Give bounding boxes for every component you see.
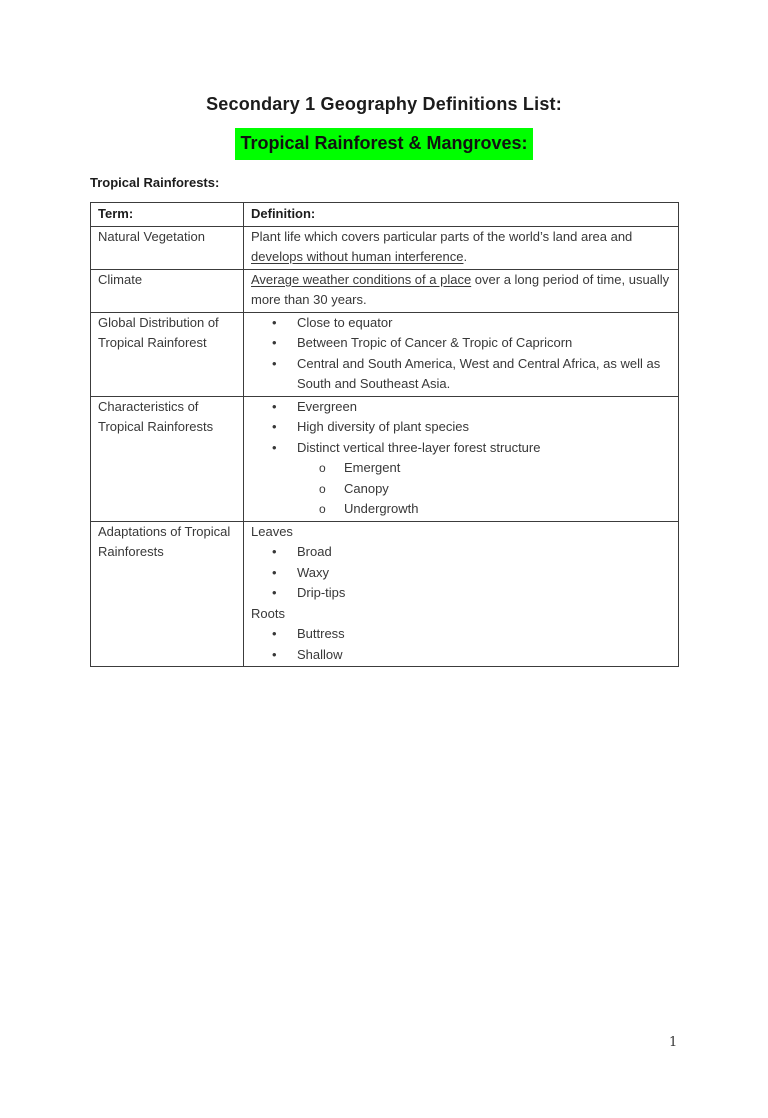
sub-bullet-icon: o [319, 502, 326, 516]
sub-bullet-item [251, 499, 671, 520]
definition-column-header: Definition: [244, 203, 679, 227]
term-column-header: Term: [91, 203, 244, 227]
plain-text: over a long period of time, usually more than 30 years. [251, 271, 670, 307]
underlined-text: develops without human interference [251, 249, 464, 264]
sub-bullet-icon: o [319, 461, 326, 475]
bullet-item [251, 333, 671, 354]
term-cell: Natural Vegetation [91, 226, 244, 269]
definitions-table [90, 202, 679, 667]
definition-cell [244, 396, 679, 521]
bullet-icon: • [272, 398, 277, 414]
bullet-item [251, 542, 671, 563]
bullet-text: Emergent [344, 460, 401, 475]
bullet-text: High diversity of plant species [297, 419, 469, 434]
term-cell: Climate [91, 269, 244, 312]
bullet-text: Evergreen [297, 398, 357, 414]
bullet-text: Shallow [297, 646, 343, 662]
bullet-item [251, 563, 671, 584]
bullet-item [251, 438, 671, 459]
bullet-icon: • [272, 314, 277, 330]
bullet-item [251, 313, 671, 334]
bullet-text: Canopy [344, 480, 389, 496]
document-subtitle [0, 128, 768, 160]
page-number: 1 [669, 1035, 678, 1050]
bullet-icon: • [272, 564, 277, 580]
sub-bullet-item [251, 479, 671, 500]
sub-bullet-item [251, 458, 671, 479]
definition-subheading: Leaves [251, 523, 293, 539]
bullet-icon: • [272, 585, 277, 600]
definition-paragraph [251, 270, 671, 311]
bullet-item [251, 624, 671, 645]
definition-cell [244, 269, 679, 312]
term-cell: Characteristics of Tropical Rainforests [91, 396, 244, 521]
bullet-item [251, 417, 671, 438]
bullet-icon: • [272, 544, 277, 559]
bullet-text: Between Tropic of Cancer & Tropic of Capricorn [297, 335, 573, 350]
document-title: Secondary 1 Geography Definitions List: [206, 94, 562, 114]
table-row [91, 226, 679, 269]
bullet-icon: • [272, 626, 277, 641]
table-row [91, 269, 679, 312]
bullet-icon: • [272, 419, 277, 434]
document-page [0, 94, 768, 1118]
section-heading: Tropical Rainforests: [90, 175, 220, 190]
bullet-text: Distinct vertical three-layer forest structure [297, 439, 541, 455]
table-body [91, 226, 679, 667]
term-cell: Adaptations of Tropical Rainforests [91, 521, 244, 667]
definition-subheading: Roots [251, 605, 285, 621]
table-row [91, 312, 679, 396]
definition-cell [244, 521, 679, 667]
table-header-row [91, 203, 679, 227]
bullet-item [251, 645, 671, 666]
bullet-item [251, 397, 671, 418]
bullet-text: Buttress [297, 626, 345, 641]
definition-paragraph [251, 227, 671, 268]
bullet-text: Undergrowth [344, 501, 419, 516]
sub-bullet-icon: o [319, 481, 326, 496]
term-cell: Global Distribution of Tropical Rainforest [91, 312, 244, 396]
bullet-item [251, 583, 671, 604]
bullet-icon: • [272, 439, 277, 455]
bullet-text: Central and South America, West and Central Africa, as well as South and Southeast Asia. [297, 355, 661, 391]
bullet-text: Close to equator [297, 314, 393, 330]
bullet-icon: • [272, 646, 277, 662]
bullet-text: Waxy [297, 564, 330, 580]
plain-text: . [463, 249, 468, 264]
bullet-item [251, 354, 671, 395]
bullet-icon: • [272, 355, 277, 371]
definition-cell [244, 226, 679, 269]
definition-cell [244, 312, 679, 396]
table-row [91, 521, 679, 667]
plain-text: Plant life which covers particular parts of the world’s land area and [251, 228, 633, 244]
underlined-text: Average weather conditions of a place [251, 271, 472, 287]
bullet-text: Broad [297, 544, 332, 559]
table-row [91, 396, 679, 521]
bullet-text: Drip-tips [297, 585, 346, 600]
highlighted-subtitle: Tropical Rainforest & Mangroves: [235, 128, 532, 160]
bullet-icon: • [272, 335, 277, 350]
